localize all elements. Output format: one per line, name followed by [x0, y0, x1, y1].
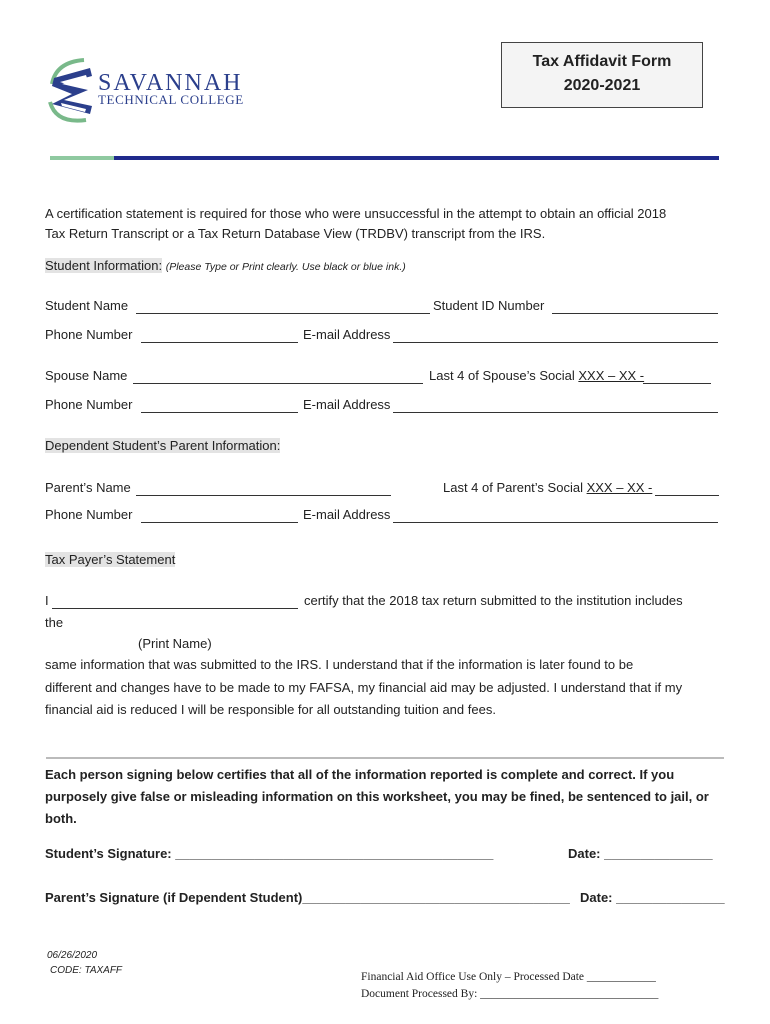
statement-heading: Tax Payer’s Statement	[45, 552, 176, 567]
spouse-ssn-field[interactable]	[643, 382, 711, 384]
student-signature-line[interactable]: Student’s Signature: ____________________________________________	[45, 846, 494, 861]
intro-line-2: Tax Return Transcript or a Tax Return Database View (TRDBV) transcript from the IRS.	[45, 226, 546, 241]
spouse-name-label: Spouse Name	[45, 368, 128, 383]
spouse-email-label: E-mail Address	[303, 397, 391, 412]
parent-name-field[interactable]	[136, 494, 391, 496]
parent-date-line[interactable]: Date: _______________	[580, 890, 725, 905]
parent-name-label: Parent’s Name	[45, 480, 131, 495]
footer-date: 06/26/2020	[47, 950, 98, 961]
form-title-box	[501, 42, 703, 108]
logo-subname: TECHNICAL COLLEGE	[98, 92, 244, 107]
cert-line-1: Each person signing below certifies that all of the information reported is complete and correct. If you	[45, 767, 675, 782]
parent-ssn-mask: XXX – XX -	[586, 480, 653, 495]
student-info-note: (Please Type or Print clearly. Use black or blue ink.)	[165, 261, 406, 273]
student-date-line[interactable]: Date: _______________	[568, 846, 713, 861]
footer-code: CODE: TAXAFF	[50, 965, 123, 976]
header-rule	[114, 156, 719, 160]
spouse-ssn-label	[429, 368, 644, 383]
spouse-ssn-label-text: Last 4 of Spouse’s Social	[429, 368, 575, 383]
spouse-name-field[interactable]	[133, 382, 423, 384]
parent-ssn-label-text: Last 4 of Parent’s Social	[443, 480, 583, 495]
parent-info-heading: Dependent Student’s Parent Information:	[45, 438, 281, 453]
student-name-field[interactable]	[136, 312, 430, 314]
cert-line-2: purposely give false or misleading information on this worksheet, you may be fined, be sentenced to jail, or	[45, 789, 709, 804]
student-phone-label: Phone Number	[45, 327, 133, 342]
student-id-label: Student ID Number	[433, 298, 545, 313]
logo-name: SAVANNAH	[98, 70, 243, 96]
print-name-caption: (Print Name)	[138, 636, 212, 651]
print-name-field[interactable]	[52, 607, 298, 609]
office-use-line-2: Document Processed By: _______________________________	[361, 988, 659, 1000]
spouse-phone-field[interactable]	[141, 411, 298, 413]
student-info-heading	[45, 258, 406, 273]
parent-email-label: E-mail Address	[303, 507, 391, 522]
form-title: Tax Affidavit Form	[532, 53, 672, 70]
intro-line-1: A certification statement is required for those who were unsuccessful in the attempt to obtain an official 2018	[45, 206, 667, 221]
student-email-field[interactable]	[393, 341, 718, 343]
parent-ssn-field[interactable]	[655, 494, 719, 496]
parent-ssn-label	[443, 480, 652, 495]
section-divider	[46, 757, 724, 759]
spouse-email-field[interactable]	[393, 411, 718, 413]
student-phone-field[interactable]	[141, 341, 298, 343]
statement-line-3: financial aid is reduced I will be responsible for all outstanding tuition and fees.	[45, 702, 496, 717]
statement-line-1: same information that was submitted to the IRS. I understand that if the information is later found to be	[45, 657, 634, 672]
header-rule-accent	[50, 156, 114, 160]
form-year: 2020-2021	[563, 77, 641, 94]
student-info-title: Student Information:	[45, 258, 163, 273]
statement-i: I	[45, 593, 49, 608]
student-email-label: E-mail Address	[303, 327, 391, 342]
parent-phone-label: Phone Number	[45, 507, 133, 522]
spouse-ssn-mask: XXX – XX -	[578, 368, 645, 383]
student-name-label: Student Name	[45, 298, 129, 313]
cert-line-3: both.	[45, 811, 77, 826]
office-use-line-1: Financial Aid Office Use Only – Processed Date ____________	[361, 971, 656, 983]
statement-line-2: different and changes have to be made to my FAFSA, my financial aid may be adjusted. I understand that if my	[45, 680, 683, 695]
student-id-field[interactable]	[552, 312, 718, 314]
statement-the: the	[45, 615, 64, 630]
spouse-phone-label: Phone Number	[45, 397, 133, 412]
parent-email-field[interactable]	[393, 521, 718, 523]
parent-signature-line[interactable]: Parent’s Signature (if Dependent Student)_____________________________________	[45, 890, 570, 905]
parent-phone-field[interactable]	[141, 521, 298, 523]
statement-certify: certify that the 2018 tax return submitted to the institution includes	[304, 593, 683, 608]
